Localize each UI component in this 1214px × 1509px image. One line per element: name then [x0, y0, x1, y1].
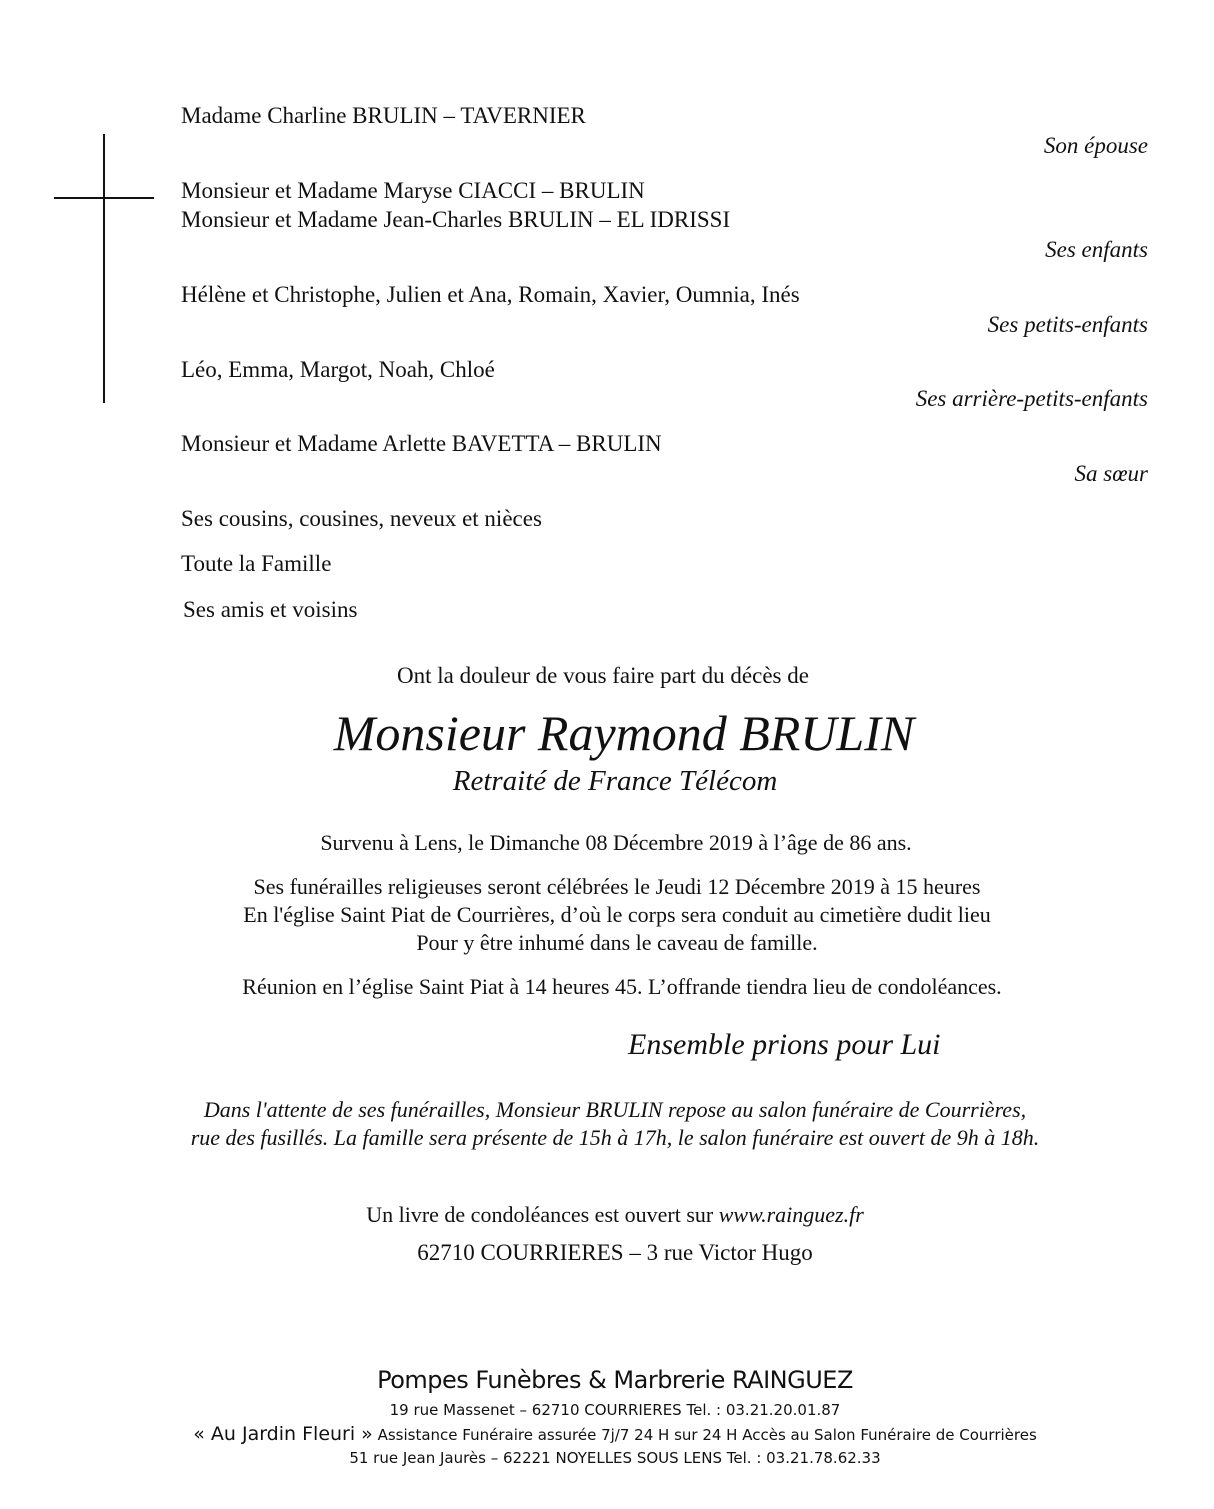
family-relation: Ses arrière-petits-enfants: [915, 386, 1148, 411]
announcement: Ont la douleur de vous faire part du décès de: [397, 663, 809, 688]
family-relation: Sa sœur: [1074, 461, 1148, 486]
family-name: Monsieur et Madame Arlette BAVETTA – BRULIN: [181, 431, 662, 456]
cross-vertical-bar: [103, 134, 105, 403]
death-details: Survenu à Lens, le Dimanche 08 Décembre 2019 à l’âge de 86 ans.: [320, 830, 912, 855]
deceased-name: Monsieur Raymond BRULIN: [333, 705, 915, 761]
funeral-details: Pour y être inhumé dans le caveau de famille.: [416, 930, 818, 955]
family-name: Monsieur et Madame Maryse CIACCI – BRULIN: [181, 178, 645, 203]
prayer: Ensemble prions pour Lui: [628, 1028, 941, 1061]
company-name: Pompes Funèbres & Marbrerie RAINGUEZ: [377, 1366, 853, 1394]
family-name: Madame Charline BRULIN – TAVERNIER: [181, 103, 586, 128]
funeral-details: En l'église Saint Piat de Courrières, d’où le corps sera conduit au cimetière dudit lieu: [243, 902, 991, 927]
family-name: Hélène et Christophe, Julien et Ana, Romain, Xavier, Oumnia, Inés: [181, 282, 800, 307]
company-address-2: 51 rue Jean Jaurès – 62221 NOYELLES SOUS LENS Tel. : 03.21.78.62.33: [349, 1449, 881, 1467]
meeting-details: Réunion en l’église Saint Piat à 14 heures 45. L’offrande tiendra lieu de condoléances.: [242, 974, 1002, 999]
condolences-text: Un livre de condoléances est ouvert sur: [366, 1202, 714, 1227]
family-relation: Ses petits-enfants: [987, 312, 1148, 337]
funeral-home-address: 62710 COURRIERES – 3 rue Victor Hugo: [417, 1240, 813, 1265]
other-mourners: Ses amis et voisins: [183, 597, 358, 622]
other-mourners: Ses cousins, cousines, neveux et nièces: [181, 506, 542, 531]
company-address: 19 rue Massenet – 62710 COURRIERES Tel. : 03.21.20.01.87: [389, 1401, 841, 1419]
other-mourners: Toute la Famille: [181, 551, 332, 576]
family-name: Monsieur et Madame Jean-Charles BRULIN – EL IDRISSI: [181, 207, 731, 232]
services-text: Assistance Funéraire assurée 7j/7 24 H sur 24 H Accès au Salon Funéraire de Courrières: [377, 1426, 1037, 1444]
condolences-url-link[interactable]: www.rainguez.fr: [718, 1202, 864, 1227]
funeral-details: Ses funérailles religieuses seront célébrées le Jeudi 12 Décembre 2019 à 15 heures: [253, 874, 981, 899]
cross-horizontal-bar: [54, 197, 154, 199]
deceased-subtitle: Retraité de France Télécom: [452, 765, 778, 797]
family-relation: Son épouse: [1043, 133, 1148, 158]
company-services: [8, 1423, 1214, 1445]
jardin-fleuri-label: « Au Jardin Fleuri »: [193, 1423, 373, 1445]
condolences-line: [8, 1202, 1214, 1228]
salon-notice: Dans l'attente de ses funérailles, Monsieur BRULIN repose au salon funéraire de Courrières,: [203, 1097, 1027, 1122]
family-relation: Ses enfants: [1045, 237, 1148, 262]
salon-notice: rue des fusillés. La famille sera présente de 15h à 17h, le salon funéraire est ouvert de 9h à 18h.: [190, 1125, 1040, 1150]
family-name: Léo, Emma, Margot, Noah, Chloé: [181, 357, 495, 382]
